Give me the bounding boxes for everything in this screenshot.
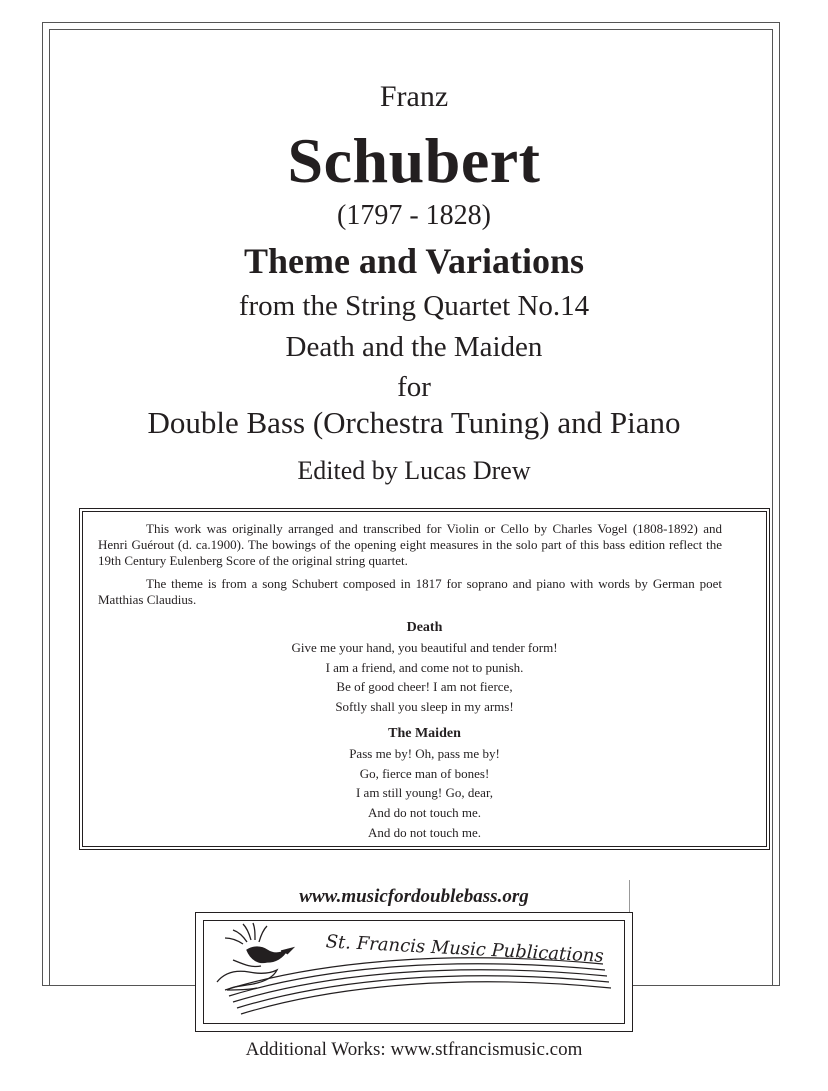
work-subtitle-line2: Death and the Maiden xyxy=(285,331,543,363)
poem-line: I am still young! Go, dear, xyxy=(355,785,494,801)
decorative-rule xyxy=(629,880,630,912)
website-link[interactable]: www.musicfordoublebass.org xyxy=(299,886,529,907)
composer-first-name: Franz xyxy=(379,80,449,113)
dove-icon xyxy=(225,923,293,967)
poem-line: Be of good cheer! I am not fierce, xyxy=(336,679,513,695)
poem-line: I am a friend, and come not to punish. xyxy=(325,659,524,675)
work-instrumentation: Double Bass (Orchestra Tuning) and Piano xyxy=(147,405,681,440)
publisher-logo xyxy=(203,920,625,1024)
additional-works: Additional Works: www.stfrancismusic.com xyxy=(245,1039,583,1060)
poem-line: Go, fierce man of bones! xyxy=(359,765,490,781)
poem-death-heading: Death xyxy=(406,620,443,635)
notes-paragraph-2: The theme is from a song Schubert composed in 1817 for soprano and piano with words by German poet Matthias Claudius. xyxy=(98,576,722,607)
work-subtitle-line1: from the String Quartet No.14 xyxy=(238,290,590,322)
poem-line: Give me your hand, you beautiful and tender form! xyxy=(291,639,558,655)
work-editor: Edited by Lucas Drew xyxy=(297,456,531,485)
composer-dates: (1797 - 1828) xyxy=(337,200,491,231)
poem-line: Pass me by! Oh, pass me by! xyxy=(349,745,500,761)
poem-line: And do not touch me. xyxy=(367,805,481,821)
poem-death xyxy=(82,618,767,717)
hand-icon xyxy=(217,970,277,990)
publisher-logo-text: St. Francis Music Publications xyxy=(325,931,605,967)
poem-maiden xyxy=(82,724,767,843)
composer-last-name: Schubert xyxy=(287,125,541,196)
music-staff-icon xyxy=(225,958,611,1014)
work-subtitle-line3: for xyxy=(397,371,431,403)
poem-line: And do not touch me. xyxy=(367,824,481,840)
poem-line: Softly shall you sleep in my arms! xyxy=(335,699,514,715)
poem-maiden-heading: The Maiden xyxy=(388,726,461,741)
notes-paragraph-1: This work was originally arranged and transcribed for Violin or Cello by Charles Vogel (1808-1892) and Henri Guérout (d. ca.1900). The bowings of the opening eight measures in the solo part of this bass edition reflect the 19th Century Eulenberg Score of the original string quartet. xyxy=(98,521,722,568)
work-title: Theme and Variations xyxy=(243,241,585,281)
